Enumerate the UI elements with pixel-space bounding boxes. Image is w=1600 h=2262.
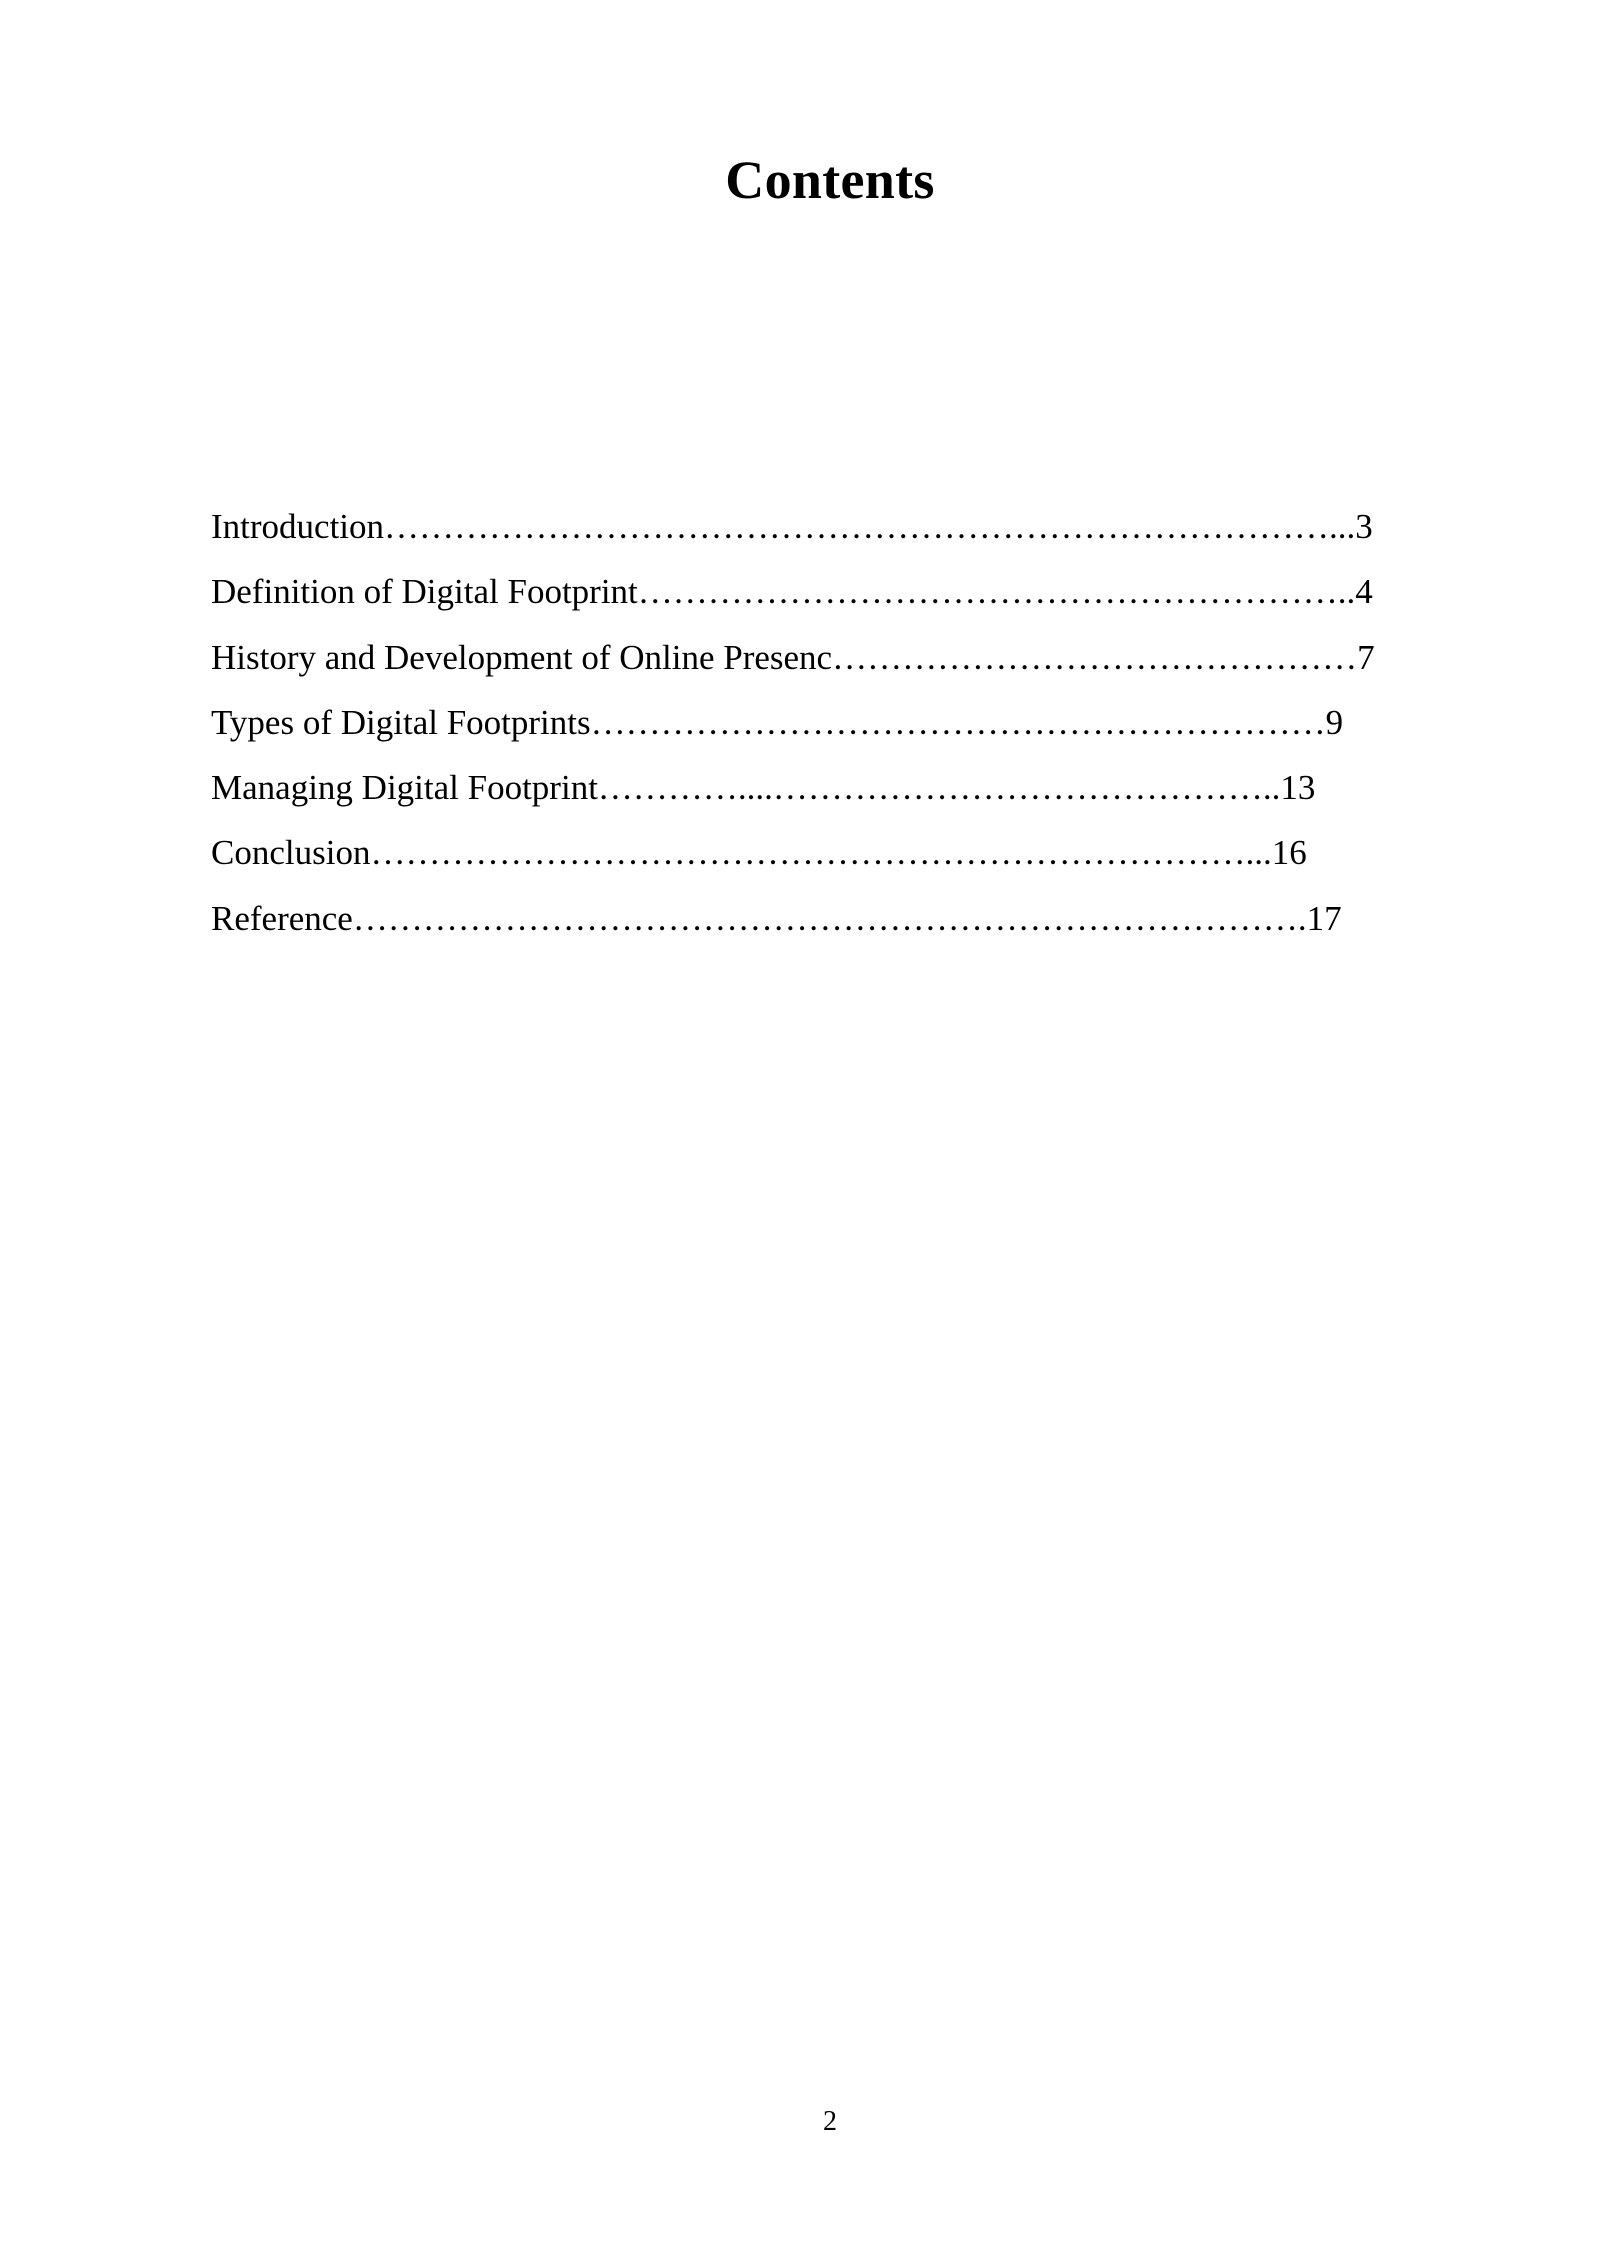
toc-entry-introduction: Introduction………………………………………………………………………...3 <box>211 507 1373 546</box>
page-number: 2 <box>823 2106 837 2137</box>
toc-entry-types: Types of Digital Footprints………………………………………………………9 <box>211 702 1344 742</box>
toc-entry-definition: Definition of Digital Footprint……………………………………………………..4 <box>211 572 1373 612</box>
table-of-contents <box>211 503 1511 960</box>
toc-entry-history: History and Development of Online Presenc………………………………………7 <box>211 637 1375 677</box>
toc-entry-conclusion: Conclusion…………………………………………………………………...16 <box>211 833 1307 873</box>
toc-entry-managing: Managing Digital Footprint…………....……………………………………..13 <box>211 768 1316 808</box>
toc-entry-reference: Reference……………………………………………………………………….17 <box>211 898 1342 938</box>
page-title: Contents <box>725 150 935 210</box>
